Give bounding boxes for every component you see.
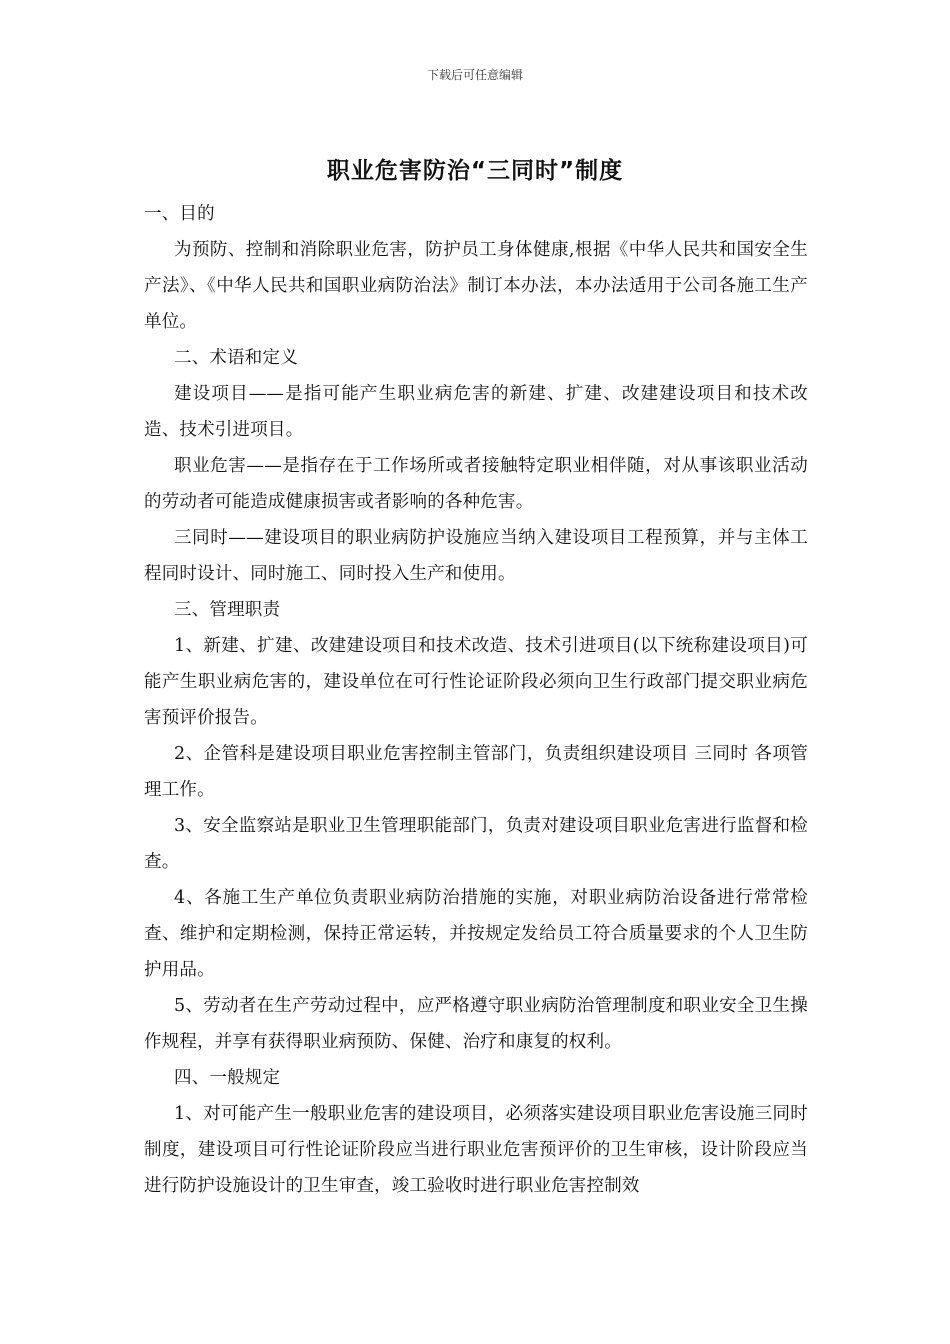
paragraph: 1、对可能产生一般职业危害的建设项目，必须落实建设项目职业危害设施三同时 制度，建设项目可行性论证阶段应当进行职业危害预评价的卫生审核，设计阶段应当进行防护设施设计的卫生审查，竣工验收时进行职业危害控制效 [144, 1104, 808, 1196]
section-heading-terms: 二、术语和定义 [174, 348, 298, 368]
section-heading-responsibilities: 三、管理职责 [174, 600, 281, 620]
document-body [144, 196, 808, 1204]
paragraph: 4、各施工生产单位负责职业病防治措施的实施，对职业病防治设备进行常常检查、维护和定期检测，保持正常运转，并按规定发给员工符合质量要求的个人卫生防护用品。 [144, 888, 808, 980]
header-note: 下载后可任意编辑 [426, 68, 523, 82]
paragraph: 建设项目——是指可能产生职业病危害的新建、扩建、改建建设项目和技术改造、技术引进项目。 [144, 384, 808, 440]
document-title: 职业危害防治“三同时”制度 [326, 158, 624, 184]
paragraph: 1、新建、扩建、改建建设项目和技术改造、技术引进项目(以下统称建设项目)可能产生职业病危害的，建设单位在可行性论证阶段必须向卫生行政部门提交职业病危害预评价报告。 [144, 636, 808, 728]
section-heading-general-rules: 四、一般规定 [174, 1068, 281, 1088]
paragraph: 5、劳动者在生产劳动过程中，应严格遵守职业病防治管理制度和职业安全卫生操作规程，并享有获得职业病预防、保健、治疗和康复的权利。 [144, 996, 808, 1052]
paragraph: 2、企管科是建设项目职业危害控制主管部门，负责组织建设项目 三同时 各项管理工作。 [144, 744, 808, 800]
paragraph: 3、安全监察站是职业卫生管理职能部门，负责对建设项目职业危害进行监督和检查。 [144, 816, 808, 872]
paragraph: 职业危害——是指存在于工作场所或者接触特定职业相伴随，对从事该职业活动的劳动者可能造成健康损害或者影响的各种危害。 [144, 456, 808, 512]
section-heading-purpose: 一、目的 [144, 204, 215, 224]
paragraph: 为预防、控制和消除职业危害，防护员工身体健康,根据《中华人民共和国安全生产法》、《中华人民共和国职业病防治法》制订本办法，本办法适用于公司各施工生产单位。 [144, 240, 808, 332]
paragraph: 三同时——建设项目的职业病防护设施应当纳入建设项目工程预算，并与主体工程同时设计、同时施工、同时投入生产和使用。 [144, 528, 808, 584]
